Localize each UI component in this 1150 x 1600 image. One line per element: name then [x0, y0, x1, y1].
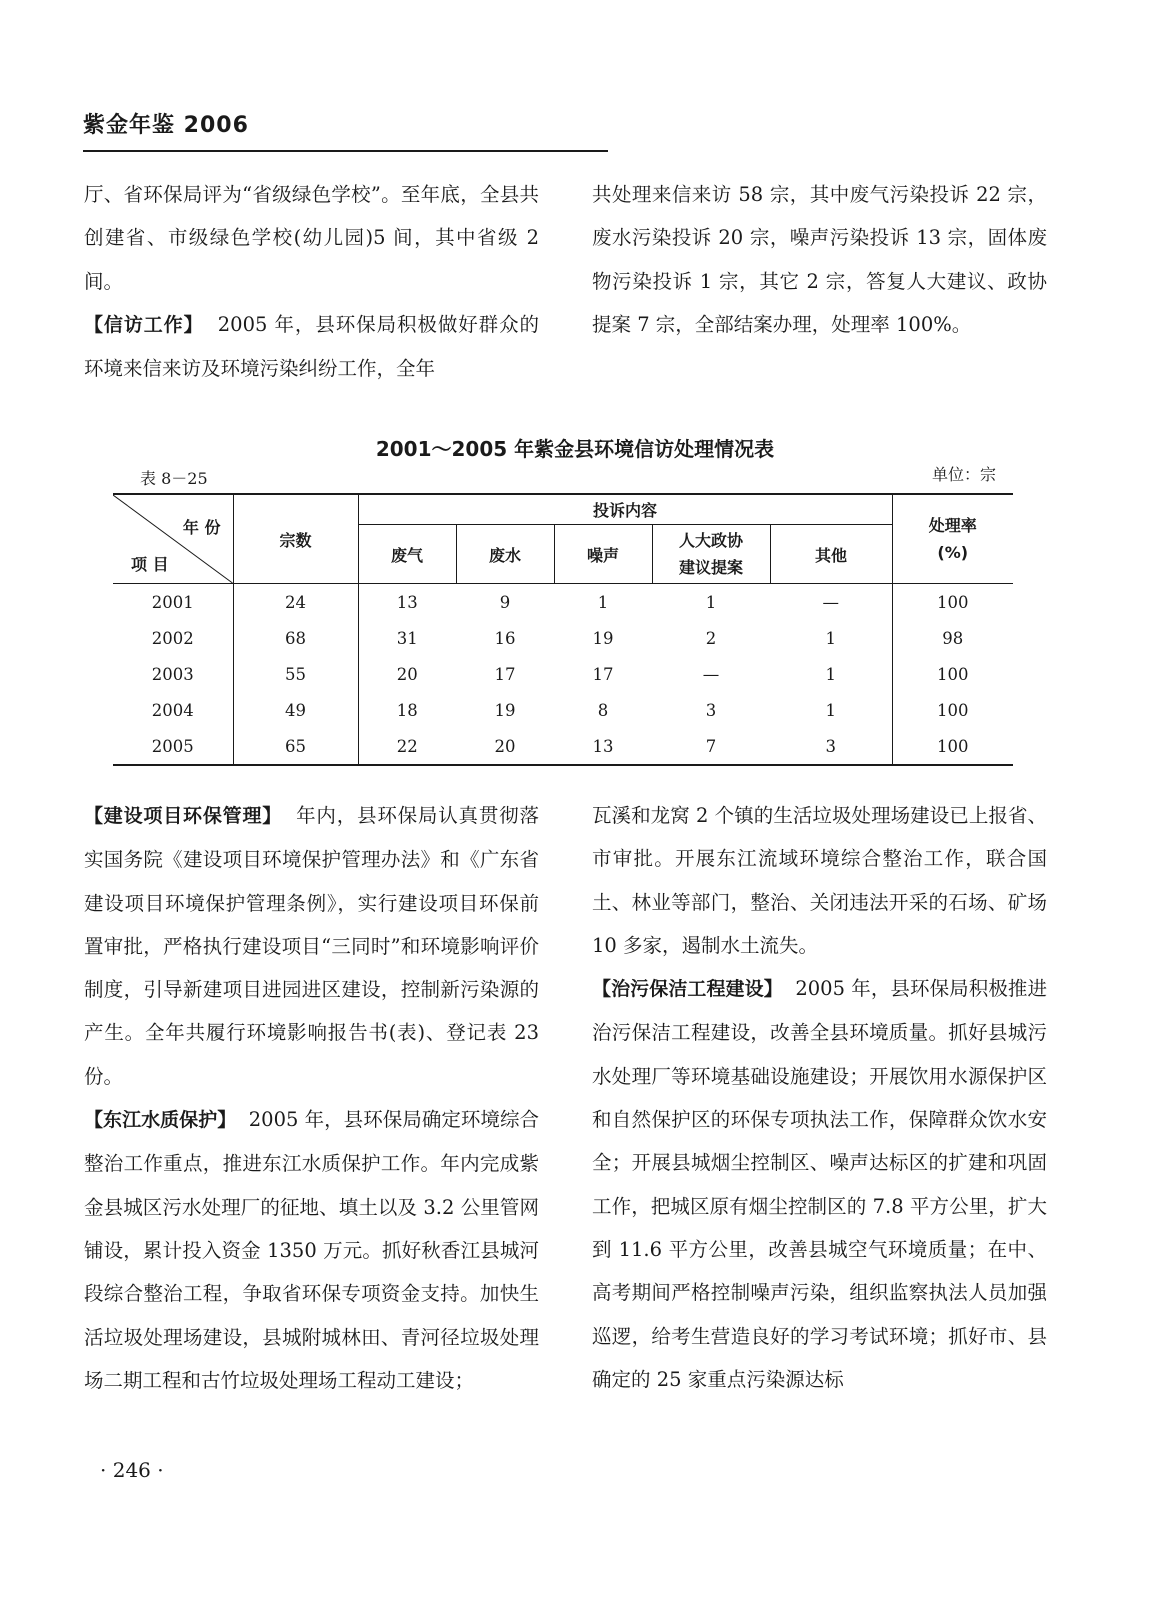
col-header-waste-gas: 废气 — [358, 525, 456, 584]
cell-noise: 13 — [554, 728, 652, 765]
top-left-column — [84, 173, 539, 390]
cell-npc: 1 — [705, 592, 717, 612]
cell-other: 1 — [770, 692, 892, 728]
table-unit: 单位：宗 — [932, 465, 997, 484]
cell-count: 24 — [233, 584, 358, 621]
col-header-count: 宗数 — [233, 494, 358, 584]
col-header-npc — [652, 525, 770, 584]
cell-other: 1 — [770, 656, 892, 692]
cell-waste-water: 20 — [456, 728, 554, 765]
cell-other: 3 — [770, 728, 892, 765]
cell-waste-water: 17 — [494, 664, 516, 684]
cell-count: 65 — [233, 728, 358, 765]
rate-label: 处理率 — [928, 516, 977, 535]
cell-other: — — [770, 584, 892, 621]
corner-year-label: 年 份 — [182, 518, 221, 537]
cell-year: 2003 — [113, 656, 233, 692]
cell-rate: 100 — [937, 664, 969, 684]
cell-waste-gas: 22 — [358, 728, 456, 765]
cell-npc: 7 — [652, 728, 770, 765]
paragraph-dongjiang-continued: 瓦溪和龙窝 2 个镇的生活垃圾处理场建设已上报省、市审批。开展东江流域环境综合整治工作，联合国土、林业等部门，整治、关闭违法开采的石场、矿场 10 多家，遏制水土流失。 — [592, 804, 1047, 957]
section-title-petition: 【信访工作】 — [84, 313, 204, 336]
cell-npc: 2 — [705, 628, 717, 648]
top-right-column — [592, 173, 1047, 346]
section-text-construction: 年内，县环保局认真贯彻落实国务院《建设项目环境保护管理办法》和《广东省建设项目环境保护管理条例》，实行建设项目环保前置审批，严格执行建设项目“三同时”和环境影响评价制度，引导新建项目进园进区建设，控制新污染源的产生。全年共履行环境影响报告书(表)、登记表 23 份。 — [84, 804, 539, 1088]
paragraph-pollution-control — [592, 967, 1047, 1401]
table-row — [113, 584, 1013, 621]
table-id: 表 8－25 — [140, 469, 208, 488]
section-title-dongjiang: 【东江水质保护】 — [84, 1109, 237, 1132]
cell-rate: 100 — [937, 700, 969, 720]
bottom-left-column — [84, 794, 539, 1402]
section-text-pollution-control: 2005 年，县环保局积极推进治污保洁工程建设，改善全县环境质量。抓好县城污水处理厂等环境基础设施建设；开展饮用水源保护区和自然保护区的环保专项执法工作，保障群众饮水安全；开展县城烟尘控制区、噪声达标区的扩建和巩固工作，把城区原有烟尘控制区的 7.8 平方公里，扩大到 11.6 平方公里，改善县城空气环境质量；在中、高考期间严格控制噪声污染，组织监察执法人员加强巡逻，给考生营造良好的学习考试环境；抓好市、县确定的 25 家重点污染源达标 — [592, 977, 1047, 1391]
cell-waste-water: 19 — [494, 700, 516, 720]
cell-count: 68 — [233, 620, 358, 656]
cell-count: 55 — [233, 656, 358, 692]
running-head: 紫金年鉴 2006 — [83, 113, 249, 138]
paragraph-petition-continued: 共处理来信来访 58 宗，其中废气污染投诉 22 宗，废水污染投诉 20 宗，噪声污染投诉 13 宗，固体废物污染投诉 1 宗，其它 2 宗，答复人大建议、政协提案 7 宗，全部结案办理，处理率 100%。 — [592, 183, 1047, 336]
paragraph-construction — [84, 794, 539, 1098]
cell-noise: 17 — [592, 664, 614, 684]
col-header-noise: 噪声 — [554, 525, 652, 584]
cell-year: 2002 — [113, 620, 233, 656]
table-row — [113, 692, 1013, 728]
col-header-waste-water: 废水 — [456, 525, 554, 584]
cell-noise: 8 — [597, 700, 609, 720]
cell-rate: 98 — [942, 628, 964, 648]
table-row — [113, 656, 1013, 692]
bottom-right-column — [592, 794, 1047, 1401]
corner-item-label: 项 目 — [131, 555, 169, 574]
col-header-other: 其他 — [770, 525, 892, 584]
table-row — [113, 620, 1013, 656]
section-text-petition: 2005 年，县环保局积极做好群众的环境来信来访及环境污染纠纷工作，全年 — [84, 312, 539, 381]
cell-year: 2001 — [113, 584, 233, 621]
cell-rate: 100 — [892, 728, 1013, 765]
cell-count: 49 — [233, 692, 358, 728]
cell-waste-water: 16 — [494, 628, 516, 648]
cell-noise: 1 — [597, 592, 609, 612]
table-corner-header — [113, 494, 233, 584]
cell-year: 2005 — [113, 728, 233, 765]
cell-noise: 19 — [592, 628, 614, 648]
cell-rate: 100 — [937, 592, 969, 612]
paragraph-dongjiang — [84, 1098, 539, 1402]
col-header-rate — [892, 494, 1013, 584]
section-title-construction: 【建设项目环保管理】 — [84, 805, 283, 827]
cell-other: 1 — [770, 620, 892, 656]
section-title-pollution-control: 【治污保洁工程建设】 — [592, 978, 783, 1001]
cell-waste-gas: 20 — [396, 664, 418, 684]
table-row — [113, 728, 1013, 765]
cell-npc: — — [702, 664, 720, 684]
rate-unit-label: (%) — [937, 543, 969, 562]
cell-year: 2004 — [113, 692, 233, 728]
npc-label-line2: 建议提案 — [678, 558, 743, 577]
npc-label-line1: 人大政协 — [678, 531, 743, 550]
table-title: 2001～2005 年紫金县环境信访处理情况表 — [375, 437, 775, 461]
col-header-group: 投诉内容 — [358, 494, 892, 525]
paragraph-petition — [84, 303, 539, 391]
cell-waste-water: 9 — [499, 592, 511, 612]
cell-npc: 3 — [705, 700, 717, 720]
petition-table — [113, 493, 1013, 766]
cell-waste-gas: 18 — [396, 700, 418, 720]
cell-waste-gas: 31 — [396, 628, 418, 648]
section-text-dongjiang: 2005 年，县环保局确定环境综合整治工作重点，推进东江水质保护工作。年内完成紫金县城区污水处理厂的征地、填土以及 3.2 公里管网铺设，累计投入资金 1350 万元。抓好秋香江县城河段综合整治工程，争取省环保专项资金支持。加快生活垃圾处理场建设，县城附城林田、青河径垃圾处理场二期工程和古竹垃圾处理场工程动工建设； — [84, 1108, 539, 1392]
page-number: · 246 · — [100, 1458, 164, 1482]
paragraph-green-schools: 厅、省环保局评为“省级绿色学校”。至年底，全县共创建省、市级绿色学校(幼儿园)5 间，其中省级 2 间。 — [84, 183, 539, 293]
header-rule — [83, 150, 608, 152]
cell-waste-gas: 13 — [396, 592, 418, 612]
